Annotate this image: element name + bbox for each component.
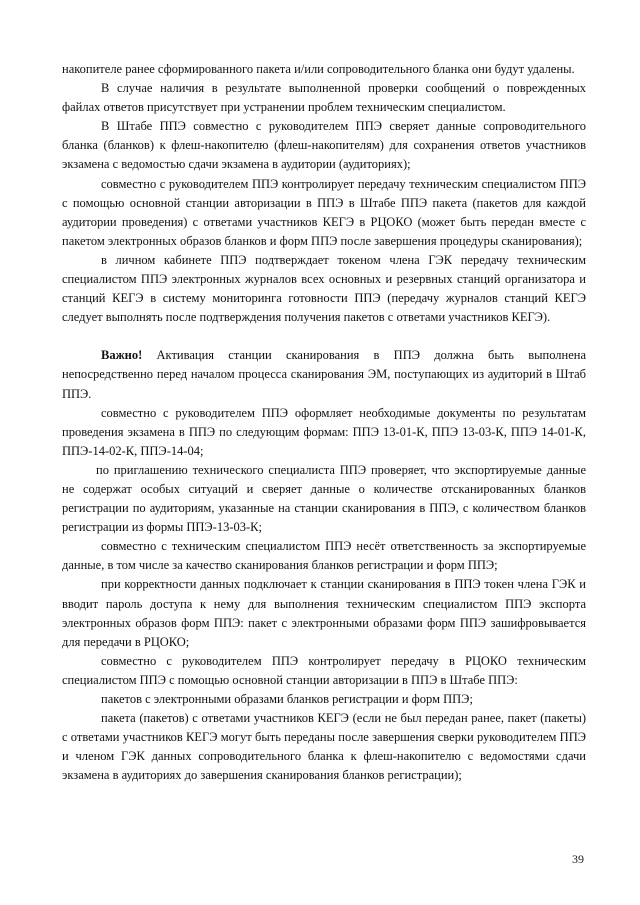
paragraph: В Штабе ППЭ совместно с руководителем ППЭ сверяет данные сопроводительного бланка (бланков) к флеш-накопителю (флеш-накопителям) для сохранения ответов участников экзамена с ведомостью сдачи экзамена в аудитории (аудиториях); [62, 119, 586, 172]
paragraph: пакетов с электронными образами бланков регистрации и форм ППЭ; [101, 692, 473, 706]
important-text: Активация станции сканирования в ППЭ должна быть выполнена непосредственно перед началом процесса сканирования ЭМ, поступающих из аудиторий в Штаб ППЭ. [62, 348, 586, 401]
paragraph: совместно с руководителем ППЭ контролирует передачу техническим специалистом ППЭ с помощью основной станции авторизации в ППЭ в Штабе ППЭ пакета (пакетов для каждой аудитории проведения) с ответами участников КЕГЭ в РЦОКО (может быть передан вместе с пакетом электронных образов бланков и форм ППЭ после завершения процедуры сканирования); [62, 176, 586, 248]
page-number: 39 [572, 852, 584, 866]
document-body [62, 60, 586, 785]
paragraph: совместно с техническим специалистом ППЭ несёт ответственность за экспортируемые данные, в том числе за качество сканирования бланков регистрации и форм ППЭ; [62, 539, 586, 573]
paragraph: в личном кабинете ППЭ подтверждает токеном члена ГЭК передачу техническим специалистом ППЭ электронных журналов всех основных и резервных станций организатора и станций КЕГЭ в систему мониторинга готовности ППЭ (передачу журналов станций КЕГЭ следует выполнять после подтверждения получения пакетов с ответами участников КЕГЭ). [62, 252, 586, 325]
paragraph: накопителе ранее сформированного пакета и/или сопроводительного бланка они будут удалены. [62, 62, 575, 76]
important-label: Важно! [101, 348, 143, 363]
paragraph: совместно с руководителем ППЭ контролирует передачу в РЦОКО техническим специалистом ППЭ с помощью основной станции авторизации в ППЭ в Штабе ППЭ: [62, 653, 586, 687]
paragraph-spacer [62, 327, 586, 346]
paragraph: пакета (пакетов) с ответами участников КЕГЭ (если не был передан ранее, пакет (пакеты) с ответами участников КЕГЭ могут быть переданы после завершения сверки руководителем ППЭ и членом ГЭК данных сопроводительного бланка к флеш-накопителю с ведомостями сдачи экзамена в аудиториях до завершения сканирования бланков регистрации); [62, 711, 586, 783]
paragraph: при корректности данных подключает к станции сканирования в ППЭ токен члена ГЭК и вводит пароль доступа к нему для выполнения техническим специалистом ППЭ экспорта электронных образов форм ППЭ: пакет с электронными образами форм ППЭ зашифровывается для передачи в РЦОКО; [62, 577, 586, 649]
paragraph: совместно с руководителем ППЭ оформляет необходимые документы по результатам проведения экзамена в ППЭ по следующим формам: ППЭ 13-01-К, ППЭ 13-03-К, ППЭ 14-01-К, ППЭ-14-02-К, ППЭ-14-04; [62, 405, 586, 458]
important-note [62, 346, 586, 403]
paragraph: по приглашению технического специалиста ППЭ проверяет, что экспортируемые данные не содержат особых ситуаций и сверяет данные о количестве отсканированных бланков регистрации по аудиториям, указанные на станции сканирования в ППЭ, с количеством бланков регистрации из формы ППЭ-13-03-К; [62, 462, 586, 535]
paragraph: В случае наличия в результате выполненной проверки сообщений о поврежденных файлах ответов присутствует при устранении проблем техническим специалистом. [62, 81, 586, 115]
